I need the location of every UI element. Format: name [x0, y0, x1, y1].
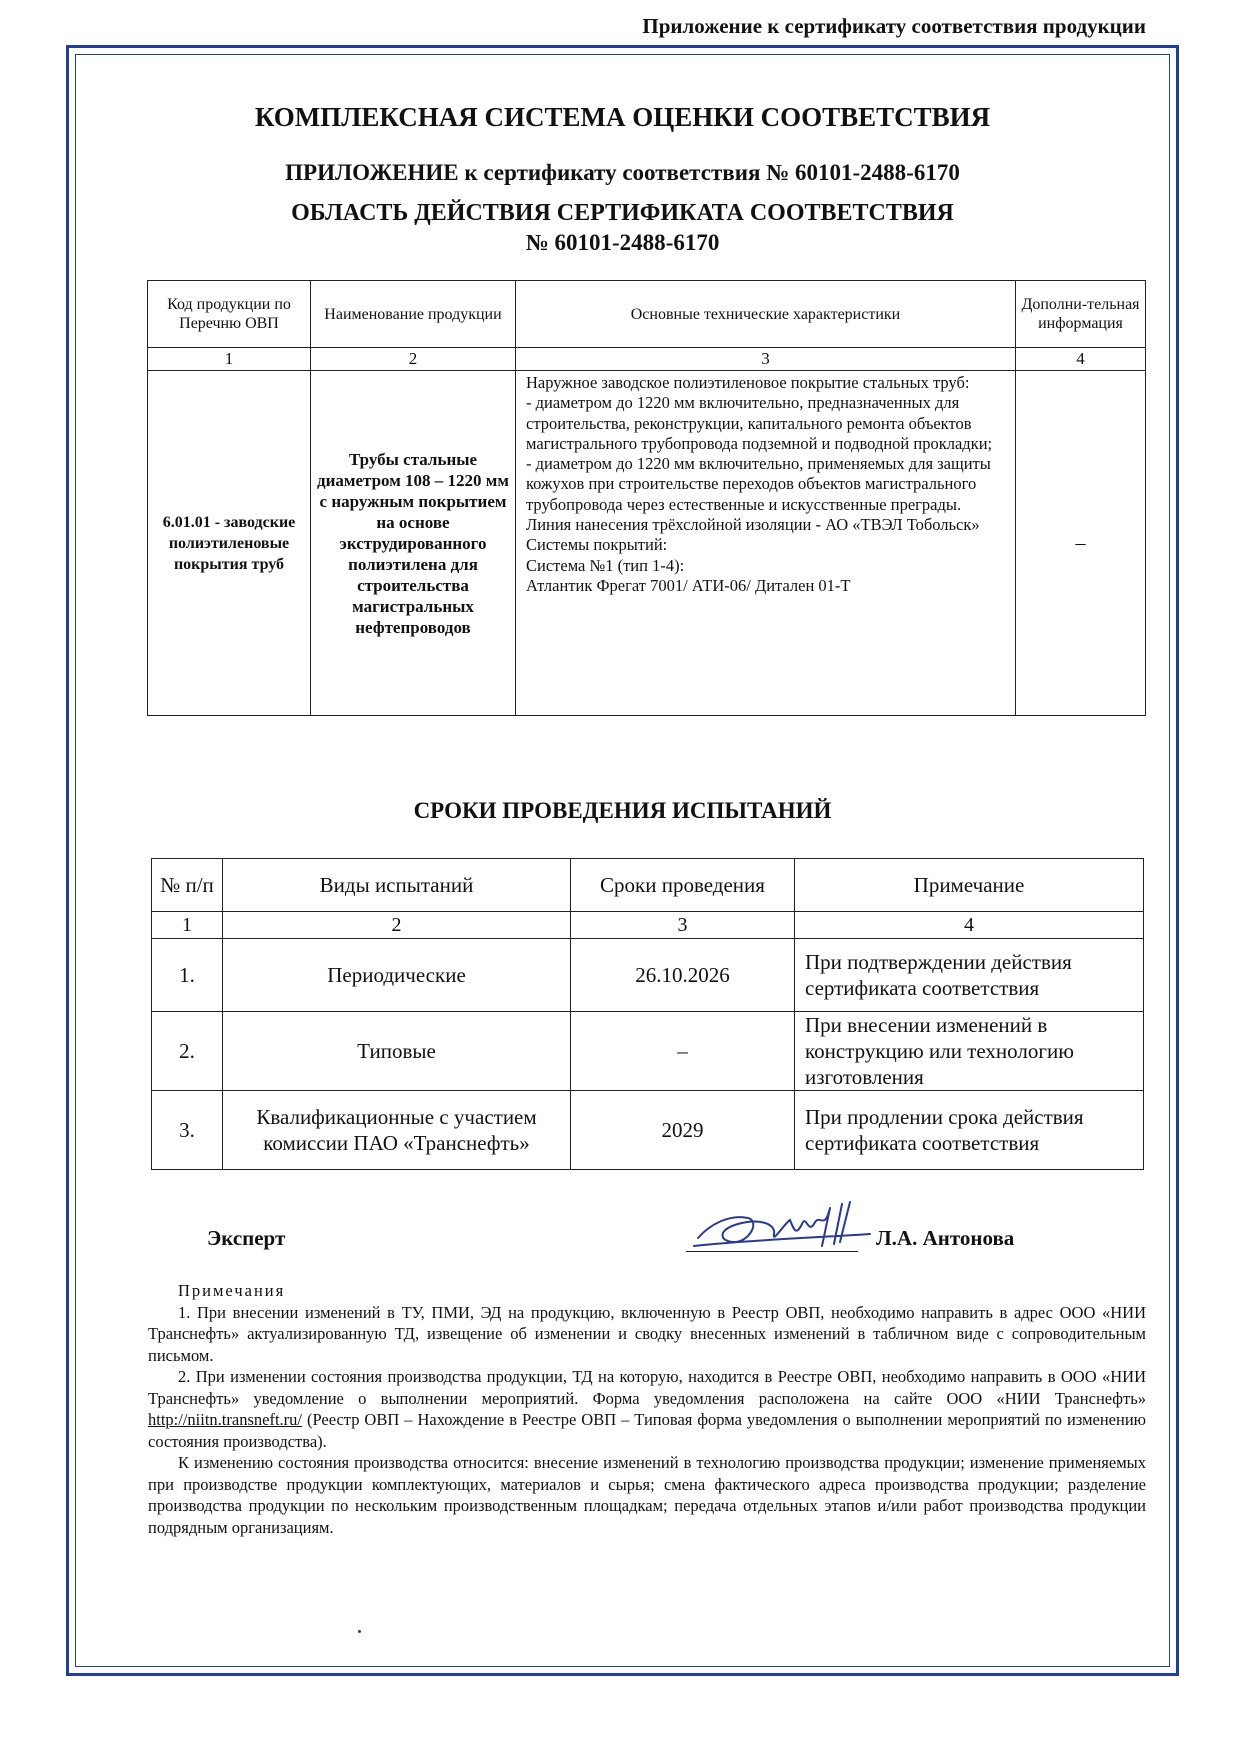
- spec-line: Атлантик Фрегат 7001/ АТИ-06/ Дитален 01-Т: [526, 575, 851, 595]
- test-date: 2029: [571, 1091, 795, 1170]
- column-number: 2: [223, 912, 571, 939]
- header-number: № п/п: [152, 859, 223, 912]
- test-number: 2.: [152, 1012, 223, 1091]
- header-product-code: Код продукции по Перечню ОВП: [148, 281, 311, 348]
- stray-mark: [358, 1630, 361, 1633]
- note-paragraph-2: [148, 1366, 1146, 1452]
- appendix-title: ПРИЛОЖЕНИЕ к сертификату соответствия № 60101-2488-6170: [285, 160, 960, 185]
- column-number: 1: [152, 912, 223, 939]
- tests-table-header-row: [152, 859, 1144, 912]
- test-note: При продлении срока действия сертификата соответствия: [795, 1091, 1144, 1170]
- scope-table-header-row: [148, 281, 1146, 348]
- header-additional-info: Дополни-тельная информация: [1016, 281, 1146, 348]
- system-title: КОМПЛЕКСНАЯ СИСТЕМА ОЦЕНКИ СООТВЕТСТВИЯ: [254, 102, 991, 132]
- header-test-date: Сроки проведения: [571, 859, 795, 912]
- registry-site-link[interactable]: http://niitn.transneft.ru/: [148, 1410, 302, 1429]
- scope-table: [147, 280, 1146, 716]
- column-number: 4: [795, 912, 1144, 939]
- technical-specs-cell: [516, 371, 1016, 716]
- header-product-name: Наименование продукции: [311, 281, 516, 348]
- spec-line: - диаметром до 1220 мм включительно, применяемых для защиты кожухов при строительстве переходов объектов магистрального трубопровода через естественные и искусственные преграды.: [526, 454, 991, 514]
- test-number: 1.: [152, 939, 223, 1012]
- test-date: –: [571, 1012, 795, 1091]
- product-code-cell: 6.01.01 - заводские полиэтиленовые покрытия труб: [148, 371, 311, 716]
- column-number: 4: [1016, 348, 1146, 371]
- note-paragraph-1: 1. При внесении изменений в ТУ, ПМИ, ЭД на продукцию, включенную в Реестр ОВП, необходимо направить в адрес ООО «НИИ Транснефть» актуализированную ТД, извещение об изменении и сводку внесенных изменений в табличном виде с сопроводительным письмом.: [148, 1302, 1146, 1365]
- spec-line: Линия нанесения трёхслойной изоляции - АО «ТВЭЛ Тобольск»: [526, 515, 980, 535]
- table-row: [152, 1091, 1144, 1170]
- test-kind: Типовые: [223, 1012, 571, 1091]
- column-number: 2: [311, 348, 516, 371]
- product-name-cell: Трубы стальные диаметром 108 – 1220 мм с наружным покрытием на основе экструдированного полиэтилена для строительства магистральных нефтепроводов: [311, 371, 516, 716]
- note-2-text: 2. При изменении состояния производства продукции, ТД на которую, находится в Реестре ОВП, необходимо направить в ООО «НИИ Транснефть» уведомление о выполнении мероприятий. Форма уведомления расположена на сайте ООО «НИИ Транснефть»: [148, 1367, 1146, 1408]
- scope-table-column-numbers: [148, 348, 1146, 371]
- scope-title: ОБЛАСТЬ ДЕЙСТВИЯ СЕРТИФИКАТА СООТВЕТСТВИЯ: [291, 200, 954, 226]
- expert-label: Эксперт: [207, 1226, 286, 1250]
- notes-heading: Примечания: [178, 1281, 286, 1300]
- test-note: При внесении изменений в конструкцию или технологию изготовления: [795, 1012, 1144, 1091]
- test-note: При подтверждении действия сертификата соответствия: [795, 939, 1144, 1012]
- signature-line: [686, 1251, 858, 1252]
- spec-line: Система №1 (тип 1-4):: [526, 555, 685, 575]
- header-test-kind: Виды испытаний: [223, 859, 571, 912]
- header-test-note: Примечание: [795, 859, 1144, 912]
- tests-table-column-numbers: [152, 912, 1144, 939]
- header-technical-specs: Основные технические характеристики: [516, 281, 1016, 348]
- spec-line: Системы покрытий:: [526, 535, 668, 555]
- note-2-text-continued: (Реестр ОВП – Нахождение в Реестре ОВП – Типовая форма уведомления о выполнении мероприятий по изменению состояния производства).: [148, 1410, 1146, 1451]
- test-date: 26.10.2026: [571, 939, 795, 1012]
- column-number: 3: [516, 348, 1016, 371]
- scope-certificate-number: № 60101-2488-6170: [525, 230, 720, 255]
- test-number: 3.: [152, 1091, 223, 1170]
- tests-section-title: СРОКИ ПРОВЕДЕНИЯ ИСПЫТАНИЙ: [413, 798, 832, 823]
- table-row: [152, 939, 1144, 1012]
- additional-info-cell: –: [1016, 371, 1146, 716]
- spec-line: - диаметром до 1220 мм включительно, предназначенных для строительства, реконструкции, капитального ремонта объектов магистрального трубопровода подземной и подводной прокладки;: [526, 393, 993, 453]
- handwritten-signature: [690, 1194, 890, 1256]
- notes-section: [148, 1280, 1146, 1538]
- table-row: [148, 371, 1146, 716]
- expert-name: Л.А. Антонова: [876, 1226, 1015, 1250]
- tests-table: [151, 858, 1144, 1170]
- column-number: 3: [571, 912, 795, 939]
- spec-line: Наружное заводское полиэтиленовое покрытие стальных труб:: [526, 373, 970, 392]
- table-row: [152, 1012, 1144, 1091]
- certificate-appendix-header: Приложение к сертификату соответствия продукции: [642, 14, 1146, 38]
- column-number: 1: [148, 348, 311, 371]
- test-kind: Периодические: [223, 939, 571, 1012]
- test-kind: Квалификационные с участием комиссии ПАО «Транснефть»: [223, 1091, 571, 1170]
- note-paragraph-3: К изменению состояния производства относится: внесение изменений в технологию производства продукции; изменение применяемых при производстве продукции комплектующих, материалов и сырья; смена фактического адреса производства продукции; разделение производства продукции по нескольким производственным площадкам; передача отдельных этапов и/или работ производства продукции подрядным организациям.: [148, 1453, 1146, 1537]
